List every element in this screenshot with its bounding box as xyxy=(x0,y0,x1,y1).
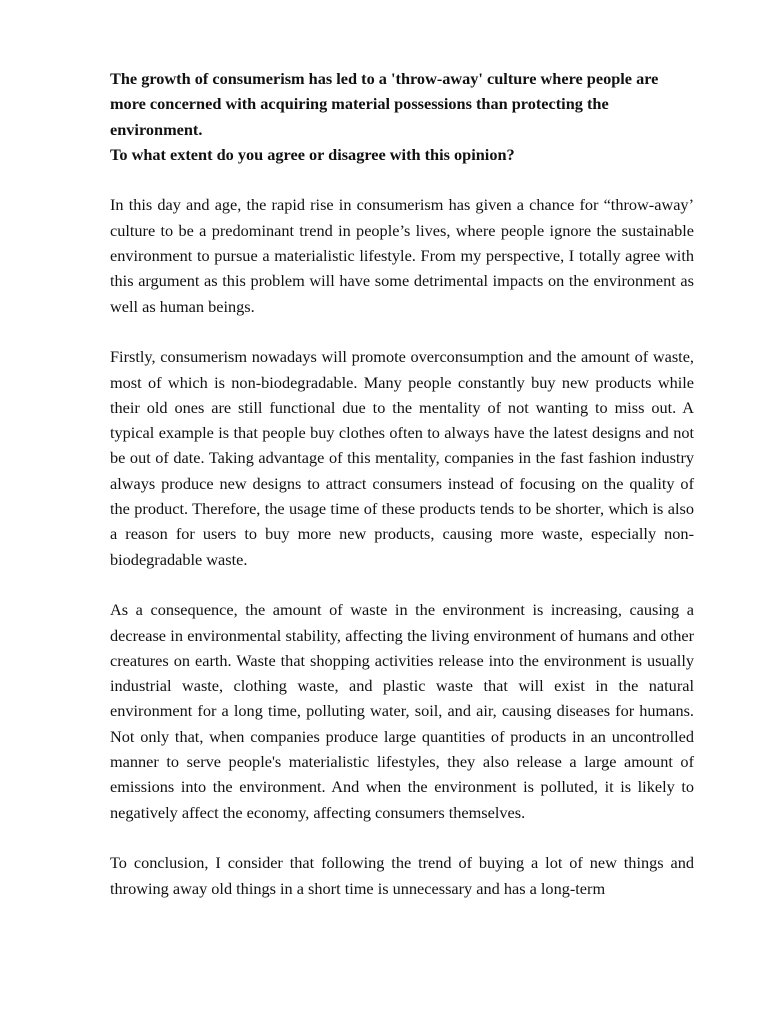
paragraph-introduction: In this day and age, the rapid rise in consumerism has given a chance for “throw-away’ culture to be a predominant trend in people’s lives, where people ignore the sustainable environment to pursue a materialistic lifestyle. From my perspective, I totally agree with this argument as this problem will have some detrimental impacts on the environment as well as human beings. xyxy=(110,195,694,316)
document-page xyxy=(110,66,694,901)
paragraph-body-1: Firstly, consumerism nowadays will promote overconsumption and the amount of waste, most of which is non-biodegradable. Many people constantly buy new products while their old ones are still functional due to the mentality of not wanting to miss out. A typical example is that people buy clothes often to always have the latest designs and not be out of date. Taking advantage of this mentality, companies in the fast fashion industry always produce new designs to attract consumers instead of focusing on the quality of the product. Therefore, the usage time of these products tends to be shorter, which is also a reason for users to buy more new products, causing more waste, especially non-biodegradable waste. xyxy=(110,347,694,569)
paragraph-conclusion: To conclusion, I consider that following the trend of buying a lot of new things and throwing away old things in a short time is unnecessary and has a long-term xyxy=(110,853,694,898)
paragraph-body-2: As a consequence, the amount of waste in the environment is increasing, causing a decrease in environmental stability, affecting the living environment of humans and other creatures on earth. Waste that shopping activities release into the environment is usually industrial waste, clothing waste, and plastic waste that will exist in the natural environment for a long time, polluting water, soil, and air, causing diseases for humans. Not only that, when companies produce large quantities of products in an uncontrolled manner to serve people's materialistic lifestyles, they also release a large amount of emissions into the environment. And when the environment is polluted, it is likely to negatively affect the economy, affecting consumers themselves. xyxy=(110,600,694,822)
essay-prompt xyxy=(110,66,694,167)
prompt-question: To what extent do you agree or disagree with this opinion? xyxy=(110,144,515,164)
prompt-statement: The growth of consumerism has led to a 'throw-away' culture where people are more concerned with acquiring material possessions than protecting the environment. xyxy=(110,69,659,139)
